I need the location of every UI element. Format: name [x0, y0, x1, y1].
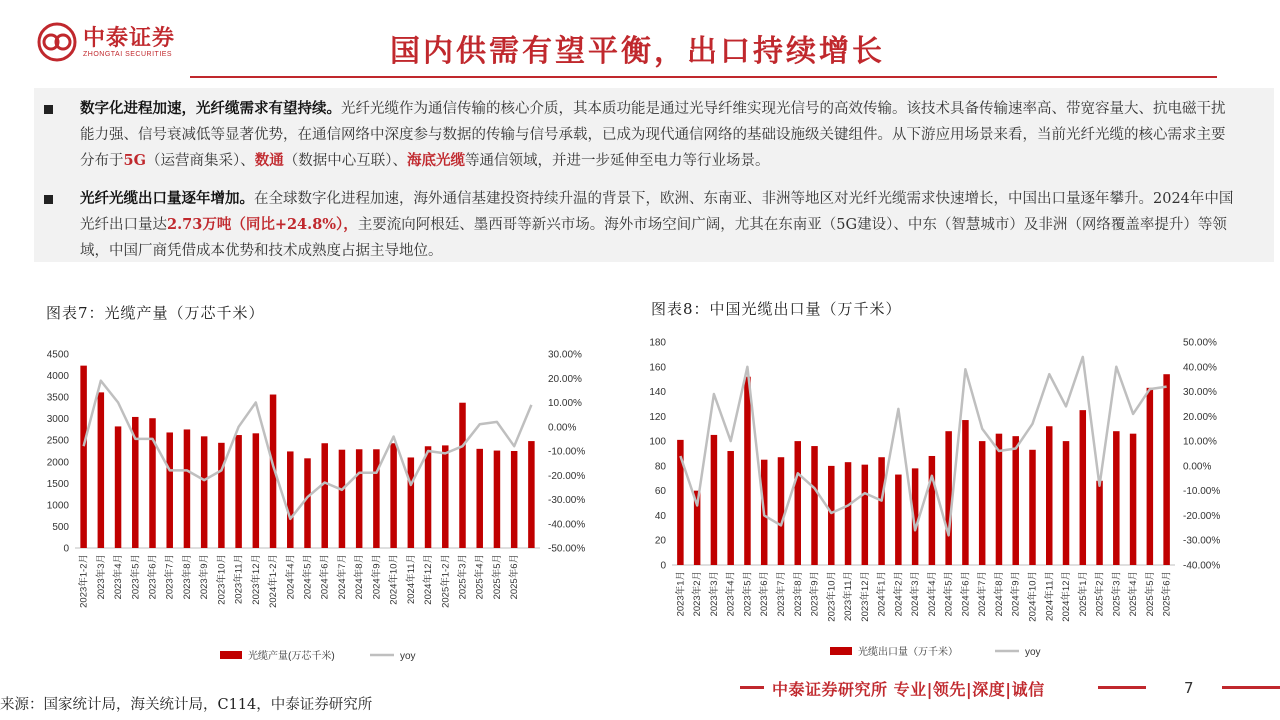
- bar: [1080, 410, 1087, 565]
- bar: [1113, 431, 1120, 565]
- x-tick-label: 2023年5月: [742, 571, 754, 617]
- bar: [1163, 374, 1170, 565]
- y-tick-right: 10.00%: [1183, 436, 1217, 448]
- y-tick-left: 3500: [46, 392, 69, 404]
- y-tick-right: 40.00%: [1183, 362, 1217, 374]
- x-tick-label: 2024年10月: [388, 554, 400, 605]
- x-tick-label: 2024年9月: [1010, 571, 1022, 617]
- y-tick-right: 0.00%: [1183, 461, 1212, 473]
- x-tick-label: 2025年6月: [1161, 571, 1173, 617]
- bar: [339, 450, 346, 548]
- y-tick-left: 140: [649, 387, 666, 399]
- bar: [356, 449, 363, 548]
- footer-rule-far-right: [1222, 686, 1280, 689]
- y-tick-left: 180: [649, 337, 666, 349]
- bullet-highlight: 2.73万吨（同比+24.8%），: [167, 216, 358, 233]
- bar: [511, 451, 517, 548]
- bar: [476, 449, 483, 548]
- bar: [711, 435, 718, 565]
- footer-rule-right: [1098, 686, 1146, 689]
- x-tick-label: 2024年11月: [405, 554, 417, 604]
- bullet-square-icon: [44, 105, 53, 114]
- y-tick-right: 10.00%: [548, 398, 582, 409]
- x-tick-label: 2023年10月: [216, 554, 228, 605]
- x-tick-label: 2024年1月: [876, 571, 888, 617]
- y-tick-left: 80: [654, 461, 666, 473]
- y-tick-right: -10.00%: [548, 446, 586, 458]
- bar: [811, 446, 818, 565]
- x-tick-label: 2024年1-2月: [268, 554, 280, 608]
- y-tick-left: 4000: [46, 371, 69, 383]
- y-tick-right: 30.00%: [548, 349, 582, 361]
- bullet-text: 光纤光缆作为通信传输的核心介质，其本质功能是通过光导纤维实现光信号的高效传输。该技术具备传输速率高、带宽容量大、抗电磁干扰能力强、信号衰减低等显著优势，在通信网络中深度参与数据的传输与信号承载，已成为现代通信网络的基础设施级关键组件。从下游应用场景来看，当前光纤光缆的核心需求主要分布于: [80, 101, 1226, 169]
- legend-bar-swatch: [220, 651, 242, 659]
- bar: [459, 403, 466, 548]
- bullet-text: 等通信领域，并进一步延伸至电力等行业场景。: [464, 153, 770, 169]
- page-number: 7: [1184, 679, 1194, 697]
- bullet-text: 主要流向阿根廷、墨西哥等新兴市场。海外市场空间广阔，尤其在东南亚（5G建设）、中东（智慧城市）及非洲（网络覆盖率提升）等领域，中国厂商凭借成本优势和技术成熟度占据主导地位。: [80, 217, 1227, 259]
- x-tick-label: 2023年9月: [809, 571, 821, 617]
- y-tick-left: 100: [649, 436, 666, 448]
- bullet-lead: 光纤光缆出口量逐年增加。: [80, 190, 254, 207]
- y-tick-right: 30.00%: [1183, 387, 1217, 399]
- x-tick-label: 2023年12月: [859, 571, 871, 622]
- x-tick-label: 2024年4月: [926, 571, 938, 617]
- bar: [494, 451, 501, 548]
- x-tick-label: 2025年3月: [457, 554, 469, 600]
- x-tick-label: 2024年10月: [1027, 571, 1039, 622]
- y-tick-left: 120: [649, 411, 666, 423]
- chart-cable-export: [630, 325, 1250, 680]
- y-tick-left: 2000: [46, 457, 69, 469]
- y-tick-left: 0: [660, 560, 666, 572]
- bar: [184, 429, 191, 548]
- bar: [1130, 434, 1137, 565]
- y-tick-right: 20.00%: [1183, 411, 1217, 423]
- y-tick-left: 2500: [46, 435, 69, 447]
- y-tick-right: -20.00%: [1183, 510, 1221, 522]
- footer-rule-left: [740, 686, 764, 689]
- x-tick-label: 2024年7月: [977, 571, 989, 617]
- y-tick-left: 1000: [46, 500, 69, 512]
- x-tick-label: 2024年8月: [354, 554, 366, 600]
- x-tick-label: 2024年2月: [893, 571, 905, 617]
- x-tick-label: 2025年2月: [1094, 571, 1106, 617]
- bar: [425, 446, 432, 548]
- x-tick-label: 2023年11月: [233, 554, 245, 604]
- x-tick-label: 2024年4月: [285, 554, 297, 600]
- yoy-line: [680, 357, 1166, 535]
- x-tick-label: 2023年9月: [199, 554, 211, 600]
- chart-title-production: 图表7：光缆产量（万芯千米）: [46, 304, 265, 322]
- bar: [373, 449, 380, 548]
- x-tick-label: 2025年5月: [491, 554, 503, 600]
- page-title: 国内供需有望平衡，出口持续增长: [390, 34, 885, 69]
- x-tick-label: 2023年7月: [164, 554, 176, 600]
- x-tick-label: 2025年4月: [1128, 571, 1140, 617]
- x-tick-label: 2023年12月: [250, 554, 262, 605]
- bar: [218, 443, 225, 548]
- bar: [727, 451, 734, 565]
- x-tick-label: 2024年8月: [993, 571, 1005, 617]
- bar: [115, 426, 122, 548]
- x-tick-label: 2023年10月: [826, 571, 838, 622]
- bar: [862, 465, 869, 565]
- x-tick-label: 2023年5月: [130, 554, 142, 600]
- x-tick-label: 2025年5月: [1144, 571, 1156, 617]
- chart-title-export: 图表8：中国光缆出口量（万千米）: [651, 300, 902, 318]
- x-tick-label: 2023年3月: [95, 554, 107, 600]
- x-tick-label: 2023年4月: [725, 571, 737, 617]
- legend-label: 光缆出口量（万千米）: [858, 647, 958, 658]
- x-tick-label: 2025年1月: [1077, 571, 1089, 617]
- bar: [1012, 436, 1019, 565]
- bar: [1096, 481, 1103, 565]
- bar: [795, 441, 802, 565]
- bar: [744, 377, 751, 565]
- y-tick-left: 40: [654, 510, 666, 522]
- x-tick-label: 2024年12月: [423, 554, 435, 605]
- bar: [528, 441, 535, 548]
- bar: [878, 457, 885, 565]
- x-tick-label: 2024年5月: [302, 554, 314, 600]
- x-tick-label: 2024年11月: [1044, 571, 1056, 621]
- bar: [1147, 388, 1154, 565]
- bar: [235, 435, 242, 548]
- bar: [408, 457, 415, 548]
- x-tick-label: 2023年1月: [675, 571, 687, 617]
- bar: [962, 420, 969, 565]
- y-tick-left: 0: [63, 543, 69, 555]
- x-tick-label: 2023年4月: [113, 554, 125, 600]
- y-tick-right: -40.00%: [548, 519, 586, 531]
- bar: [287, 451, 294, 548]
- bar: [321, 443, 328, 548]
- footer-brand: 中泰证券研究所 专业|领先|深度|诚信: [772, 680, 1045, 699]
- summary-box: [34, 88, 1274, 262]
- legend-label: yoy: [400, 651, 416, 662]
- x-tick-label: 2024年5月: [943, 571, 955, 617]
- bullet-text: 在全球数字化进程加速，海外通信基建投资持续升温的背景下，欧洲、东南亚、非洲等地区对光纤光缆需求快速增长，中国出口量逐年攀升。2024年中国光纤出口量达: [80, 191, 1234, 233]
- x-tick-label: 2023年6月: [759, 571, 771, 617]
- y-tick-left: 20: [654, 535, 666, 547]
- bullet-text: （数据中心互联）、: [283, 153, 407, 169]
- x-tick-label: 2025年4月: [474, 554, 486, 600]
- x-tick-label: 2023年1-2月: [78, 554, 90, 608]
- y-tick-right: 20.00%: [548, 373, 582, 385]
- bullet-highlight: 数通: [254, 152, 284, 169]
- logo-name: 中泰证券: [83, 25, 176, 51]
- bullet-item: [44, 96, 1234, 174]
- y-tick-right: -40.00%: [1183, 560, 1221, 572]
- x-tick-label: 2024年9月: [371, 554, 383, 600]
- x-tick-label: 2024年7月: [336, 554, 348, 600]
- bullet-item: [44, 186, 1234, 264]
- legend-bar-swatch: [830, 647, 852, 655]
- y-tick-right: -20.00%: [548, 470, 586, 482]
- bar: [80, 366, 87, 548]
- bullet-text: （运营商集采）、: [145, 153, 255, 169]
- bullet-lead: 数字化进程加速，光纤缆需求有望持续。: [80, 100, 341, 117]
- x-tick-label: 2025年3月: [1111, 571, 1123, 617]
- x-tick-label: 2023年7月: [775, 571, 787, 617]
- y-tick-left: 160: [649, 362, 666, 374]
- y-tick-right: 0.00%: [548, 422, 577, 434]
- bar: [253, 433, 259, 548]
- bar: [1063, 441, 1070, 565]
- bar: [304, 458, 311, 548]
- y-tick-left: 60: [654, 486, 666, 498]
- x-tick-label: 2023年11月: [843, 571, 855, 621]
- x-tick-label: 2024年3月: [910, 571, 922, 617]
- y-tick-left: 4500: [46, 349, 69, 361]
- x-tick-label: 2023年2月: [692, 571, 704, 617]
- bar: [778, 457, 785, 565]
- bar: [929, 456, 936, 565]
- x-tick-label: 2025年6月: [509, 554, 521, 600]
- bar: [390, 443, 397, 548]
- bar: [98, 392, 105, 548]
- bar: [1029, 450, 1036, 565]
- chart-cable-production: [20, 325, 620, 675]
- x-tick-label: 2025年1-2月: [440, 554, 452, 608]
- x-tick-label: 2023年8月: [181, 554, 193, 600]
- bar: [442, 445, 449, 548]
- bullet-highlight: 5G: [123, 152, 146, 169]
- bar: [895, 475, 902, 565]
- x-tick-label: 2023年8月: [792, 571, 804, 617]
- company-logo: [37, 22, 175, 62]
- source-note: 来源：国家统计局，海关统计局，C114，中泰证券研究所: [0, 697, 373, 713]
- x-tick-label: 2023年6月: [147, 554, 159, 600]
- y-tick-right: 50.00%: [1183, 337, 1217, 349]
- x-tick-label: 2023年3月: [708, 571, 720, 617]
- logo-english-name: ZHONGTAI SECURITIES: [83, 50, 173, 58]
- bar: [945, 431, 952, 565]
- bar: [828, 466, 835, 565]
- x-tick-label: 2024年6月: [960, 571, 972, 617]
- y-tick-right: -30.00%: [1183, 535, 1221, 547]
- legend-label: yoy: [1025, 647, 1041, 658]
- x-tick-label: 2024年12月: [1061, 571, 1073, 622]
- bar: [979, 441, 986, 565]
- bar: [996, 434, 1003, 565]
- y-tick-right: -10.00%: [1183, 486, 1221, 498]
- y-tick-left: 3000: [46, 414, 69, 426]
- y-tick-right: -50.00%: [548, 543, 586, 555]
- title-divider: [190, 76, 1217, 78]
- y-tick-right: -30.00%: [548, 495, 586, 506]
- bar: [1046, 426, 1053, 565]
- x-tick-label: 2024年6月: [319, 554, 331, 600]
- bullet-highlight: 海底光缆: [406, 152, 465, 169]
- bullet-square-icon: [44, 195, 53, 204]
- logo-icon: [37, 22, 77, 62]
- bar: [845, 462, 852, 565]
- bar: [201, 436, 208, 548]
- y-tick-left: 500: [52, 521, 69, 533]
- legend-label: 光缆产量(万芯千米): [248, 651, 335, 662]
- y-tick-left: 1500: [46, 478, 69, 490]
- bar: [166, 432, 173, 548]
